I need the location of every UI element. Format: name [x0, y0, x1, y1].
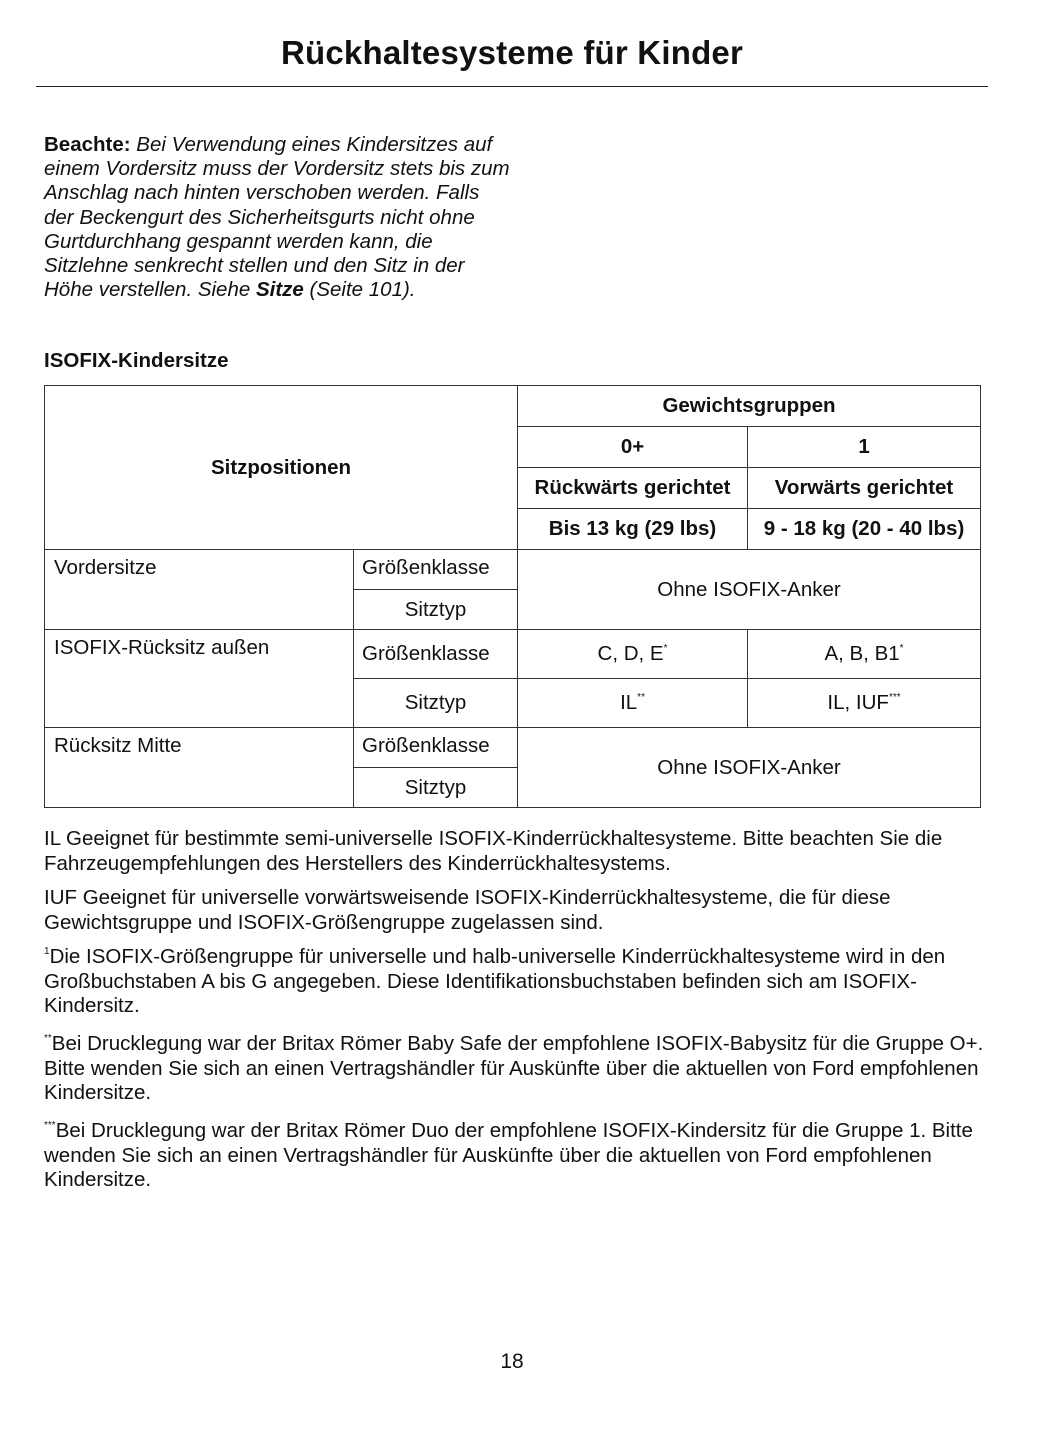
size-class-label: Größenklasse	[354, 728, 518, 768]
group-weight-cell: Bis 13 kg (29 lbs)	[518, 509, 748, 550]
group-name-cell: 0+	[518, 427, 748, 468]
footnote-two	[44, 1032, 984, 1106]
seat-type-label: Sitztyp	[354, 768, 518, 808]
footnote-one	[44, 945, 984, 1019]
footnote-mark: *	[899, 643, 904, 654]
value-cell	[518, 679, 748, 728]
footnote-three	[44, 1119, 984, 1193]
footnote-iuf: IUF Geeignet für universelle vorwärtsweisende ISOFIX-Kinderrückhaltesysteme, die für diese Gewichtsgruppe und ISOFIX-Größengruppe zugelassen sind.	[44, 886, 891, 934]
value-text: IL	[620, 691, 638, 714]
footnote-text: Bei Drucklegung war der Britax Römer Baby Safe der empfohlene ISOFIX-Babysitz für die Gruppe O+. Bitte wenden Sie sich an einen Vertragshändler für Auskünfte über die aktuellen von Ford empfohlenen Kindersitze.	[44, 1032, 984, 1104]
value-text: C, D, E	[597, 642, 664, 665]
value-cell	[518, 630, 748, 679]
note-paragraph	[44, 133, 514, 302]
footnote-mark: ***	[44, 1120, 56, 1131]
merged-value-cell: Ohne ISOFIX-Anker	[518, 550, 981, 630]
section-heading: ISOFIX-Kindersitze	[44, 349, 229, 372]
page-number: 18	[500, 1350, 524, 1373]
weight-groups-header: Gewichtsgruppen	[518, 386, 981, 427]
seat-positions-header: Sitzpositionen	[45, 386, 518, 550]
note-body: Bei Verwendung eines Kindersitzes auf einem Vordersitz muss der Vordersitz stets bis zum Anschlag nach hinten verschoben werden. Falls der Beckengurt des Sicherheitsgurts nicht ohne Gurtdurchhang gespannt werden kann, die Sitzlehne senkrecht stellen und den Sitz in der Höhe verstellen. Siehe	[44, 133, 510, 302]
footnote-mark: *	[663, 643, 668, 654]
seat-position-cell: Rücksitz Mitte	[45, 728, 354, 808]
title-divider	[36, 86, 988, 87]
value-cell	[748, 679, 981, 728]
page-title: Rückhaltesysteme für Kinder	[280, 34, 744, 71]
footnote-mark: **	[637, 692, 645, 703]
seat-position-cell: Vordersitze	[45, 550, 354, 630]
footnote-il: IL Geeignet für bestimmte semi-universelle ISOFIX-Kinderrückhaltesysteme. Bitte beachten Sie die Fahrzeugempfehlungen des Herstellers des Kinderrückhaltesystems.	[44, 827, 943, 875]
footnote-text: Bei Drucklegung war der Britax Römer Duo der empfohlene ISOFIX-Kindersitz für die Gruppe 1. Bitte wenden Sie sich an einen Vertragshändler für Auskünfte über die aktuellen von Ford empfohlenen Kindersitze.	[44, 1119, 973, 1191]
size-class-label: Größenklasse	[354, 550, 518, 590]
merged-value-cell: Ohne ISOFIX-Anker	[518, 728, 981, 808]
footnote-text: Die ISOFIX-Größengruppe für universelle und halb-universelle Kinderrückhaltesysteme wird in den Großbuchstaben A bis G angegeben. Diese Identifikationsbuchstaben befinden sich am ISOFIX-Kindersitz.	[44, 945, 946, 1017]
size-class-label: Größenklasse	[354, 630, 518, 679]
group-direction-cell: Vorwärts gerichtet	[748, 468, 981, 509]
group-weight-cell: 9 - 18 kg (20 - 40 lbs)	[748, 509, 981, 550]
value-cell	[748, 630, 981, 679]
footnote-mark: **	[44, 1033, 52, 1044]
isofix-table	[44, 385, 981, 808]
note-lead: Beachte:	[44, 133, 131, 156]
value-text: IL, IUF	[827, 691, 889, 714]
note-tail: (Seite 101).	[303, 278, 416, 302]
group-direction-cell: Rückwärts gerichtet	[518, 468, 748, 509]
value-text: A, B, B1	[824, 642, 900, 665]
footnote-mark: 1	[44, 946, 50, 957]
note-reference-link[interactable]: Sitze	[255, 278, 304, 302]
group-name-cell: 1	[748, 427, 981, 468]
seat-type-label: Sitztyp	[354, 590, 518, 630]
seat-type-label: Sitztyp	[354, 679, 518, 728]
seat-position-cell: ISOFIX-Rücksitz außen	[45, 630, 354, 728]
footnote-mark: ***	[888, 692, 901, 703]
